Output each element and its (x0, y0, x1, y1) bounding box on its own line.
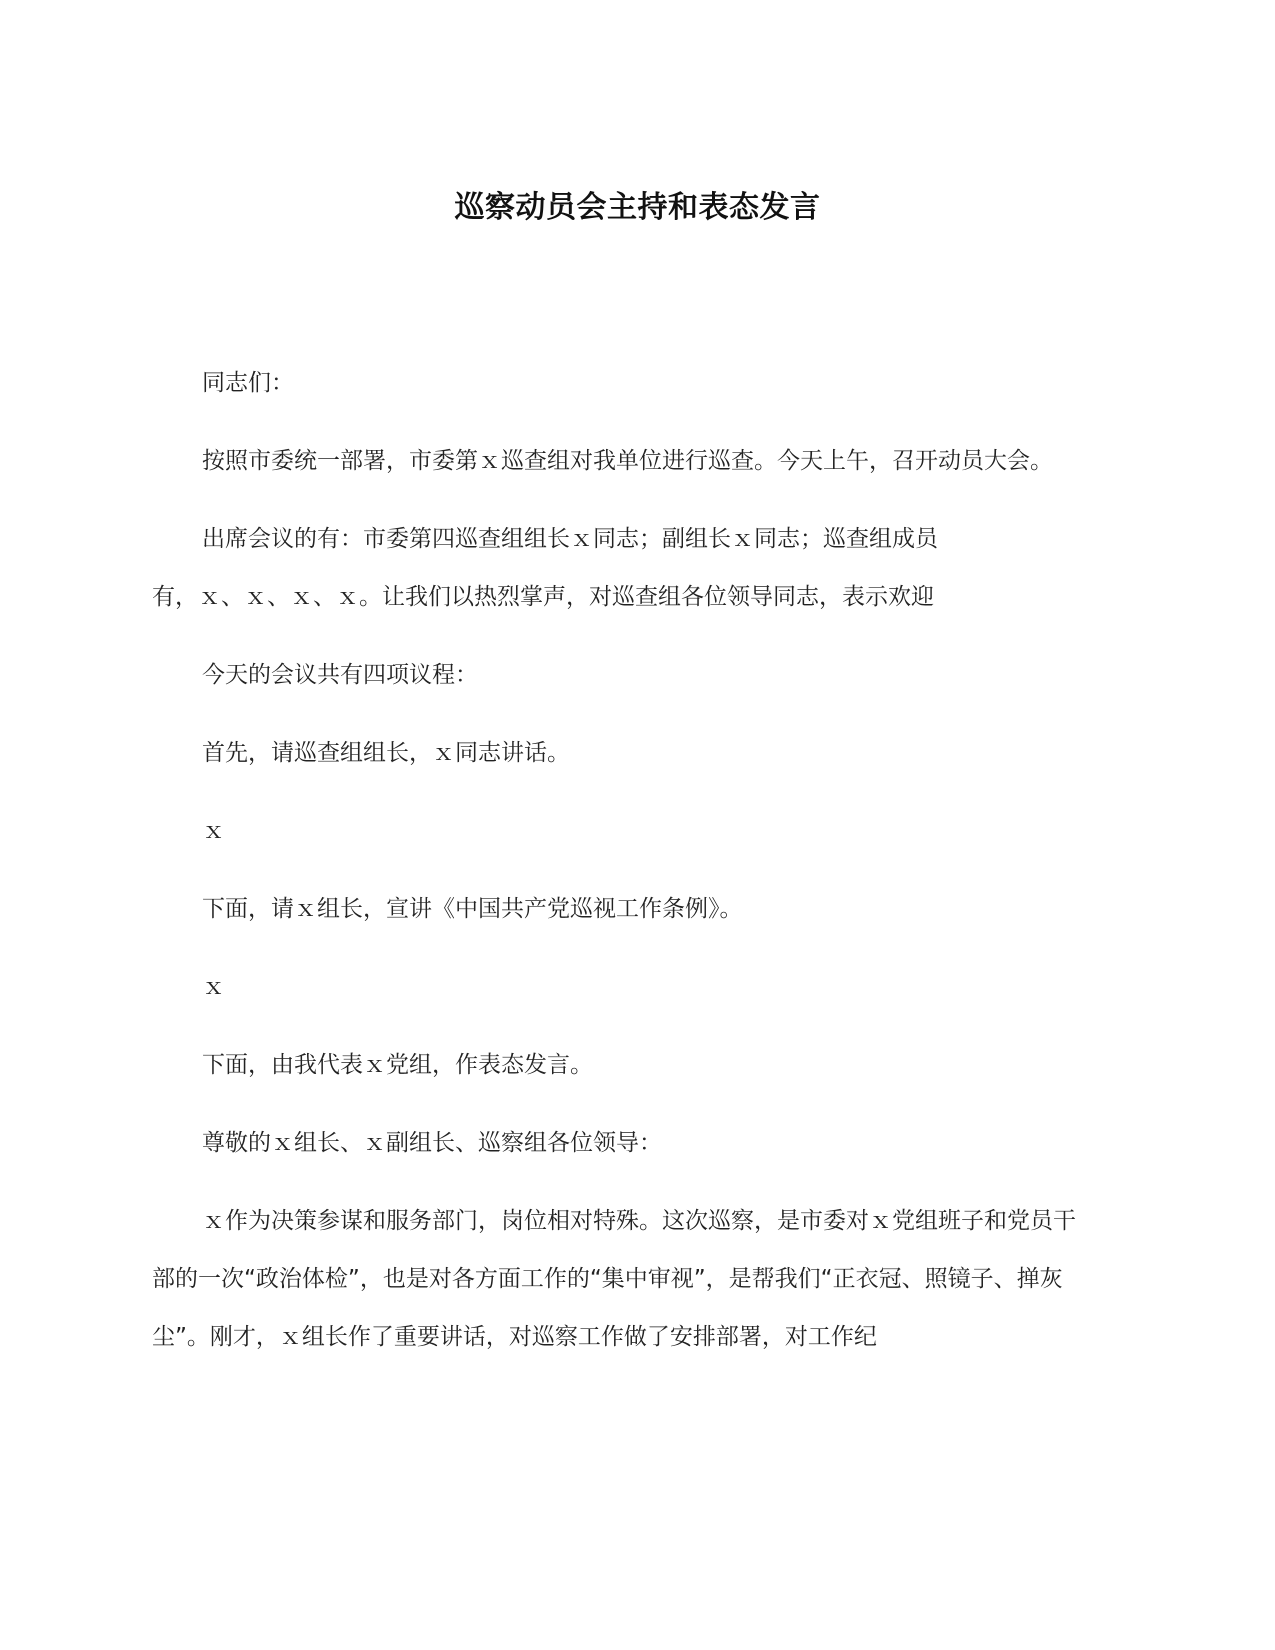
paragraph-agenda-third: 下面，由我代表ｘ党组，作表态发言。 (202, 1052, 593, 1078)
paragraph-statement: ｘ作为决策参谋和服务部门，岗位相对特殊。这次巡察，是市委对ｘ党组班子和党员干部的一次“政治体检”，也是对各方面工作的“集中审视”，是帮我们“正衣冠、照镜子、掸灰尘”。刚才，ｘ组长作了重要讲话，对巡察工作做了安排部署，对工作纪 (152, 1208, 1076, 1350)
paragraph-attendees: 出席会议的有：市委第四巡查组组长ｘ同志；副组长ｘ同志；巡查组成员有，ｘ、ｘ、ｘ、ｘ。让我们以热烈掌声，对巡查组各位领导同志，表示欢迎 (152, 526, 938, 610)
paragraph-agenda-first: 首先，请巡查组组长，ｘ同志讲话。 (202, 740, 570, 766)
document-title: 巡察动员会主持和表态发言 (454, 190, 821, 225)
paragraph-placeholder: ｘ (202, 974, 225, 1000)
paragraph-agenda-intro: 今天的会议共有四项议程： (202, 662, 478, 688)
paragraph-salutation: 尊敬的ｘ组长、ｘ副组长、巡察组各位领导： (202, 1130, 662, 1156)
paragraph-placeholder: ｘ (202, 818, 225, 844)
document-body (152, 354, 1097, 1386)
paragraph-agenda-second: 下面，请ｘ组长，宣讲《中国共产党巡视工作条例》。 (202, 896, 743, 922)
paragraph-intro: 按照市委统一部署，市委第ｘ巡查组对我单位进行巡查。今天上午，召开动员大会。 (202, 448, 1053, 474)
paragraph-greeting: 同志们： (202, 370, 294, 396)
